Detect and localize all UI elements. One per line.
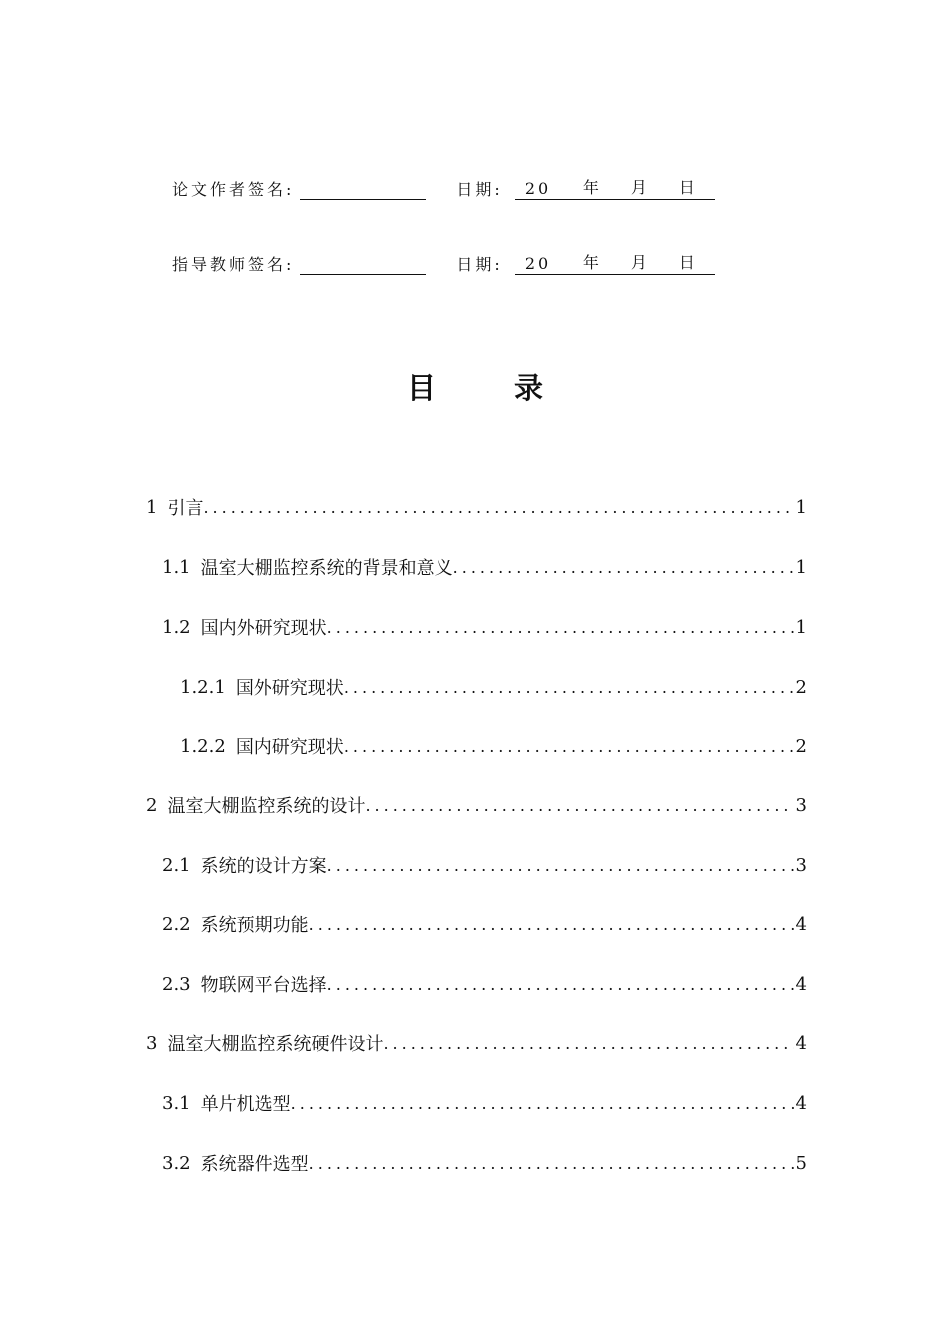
author-date-line bbox=[515, 178, 715, 200]
toc-entry-page: 1 bbox=[795, 496, 807, 518]
toc-entry[interactable] bbox=[146, 492, 807, 522]
toc-leader-dots bbox=[291, 1094, 794, 1113]
author-date-month-char: 月 bbox=[630, 178, 647, 197]
toc-entry[interactable] bbox=[162, 552, 807, 582]
author-signature-row bbox=[172, 176, 715, 200]
toc-entry[interactable] bbox=[162, 850, 807, 880]
toc-leader-dots bbox=[309, 1154, 794, 1173]
advisor-signature-line bbox=[300, 256, 426, 275]
toc-entry-page: 4 bbox=[795, 1092, 807, 1114]
toc-entry-title: 温室大棚监控系统的背景和意义 bbox=[200, 558, 453, 579]
toc-entry-page: 3 bbox=[795, 794, 807, 816]
toc-entry-number: 1.2 bbox=[162, 616, 191, 638]
toc-entry-title: 国内研究现状 bbox=[235, 737, 344, 758]
toc-entry-page: 2 bbox=[795, 735, 807, 757]
author-date-label: 日期: bbox=[456, 180, 503, 199]
author-date-year-char: 年 bbox=[582, 178, 599, 197]
toc-leader-dots bbox=[327, 618, 794, 637]
toc-entry-page: 4 bbox=[795, 973, 807, 995]
author-date-year: 20 bbox=[524, 179, 552, 198]
toc-entry-number: 2.1 bbox=[162, 854, 191, 876]
toc-entry-number: 3 bbox=[146, 1032, 158, 1054]
toc-entry-page: 1 bbox=[795, 556, 807, 578]
advisor-date-day-char: 日 bbox=[678, 253, 695, 272]
toc-entry-page: 3 bbox=[795, 854, 807, 876]
toc-leader-dots bbox=[344, 737, 794, 756]
toc-entry[interactable] bbox=[162, 1148, 807, 1178]
toc-entry-number: 1 bbox=[146, 496, 158, 518]
toc-leader-dots bbox=[327, 856, 794, 875]
toc-leader-dots bbox=[203, 498, 793, 517]
toc-entry-title: 引言 bbox=[167, 498, 204, 519]
toc-entry[interactable] bbox=[162, 969, 807, 999]
toc-entry-number: 3.1 bbox=[162, 1092, 191, 1114]
toc-title: 目 录 bbox=[406, 371, 578, 405]
toc-entry-page: 4 bbox=[795, 913, 807, 935]
toc-entry-title: 系统的设计方案 bbox=[200, 856, 327, 877]
toc-entry-number: 2 bbox=[146, 794, 158, 816]
toc-entry-number: 1.1 bbox=[162, 556, 191, 578]
advisor-date-year-char: 年 bbox=[582, 253, 599, 272]
author-date-day-char: 日 bbox=[678, 178, 695, 197]
author-signature-line bbox=[300, 181, 426, 200]
toc-entry-page: 5 bbox=[795, 1152, 807, 1174]
toc-entry-number: 1.2.2 bbox=[180, 735, 226, 757]
toc-leader-dots bbox=[327, 975, 794, 994]
toc-leader-dots bbox=[383, 1034, 793, 1053]
author-signature-label: 论文作者签名: bbox=[172, 180, 295, 199]
toc-entry-title: 国内外研究现状 bbox=[200, 618, 327, 639]
toc-entry-title: 系统器件选型 bbox=[200, 1154, 309, 1175]
advisor-date-line bbox=[515, 253, 715, 275]
advisor-date-month-char: 月 bbox=[630, 253, 647, 272]
toc-entry[interactable] bbox=[180, 672, 807, 702]
toc-entry[interactable] bbox=[162, 612, 807, 642]
toc-entry-number: 3.2 bbox=[162, 1152, 191, 1174]
toc-entry-number: 1.2.1 bbox=[180, 676, 226, 698]
toc-entry-number: 2.2 bbox=[162, 913, 191, 935]
toc-entry-page: 1 bbox=[795, 616, 807, 638]
advisor-date-year: 20 bbox=[524, 254, 552, 273]
toc-entry[interactable] bbox=[162, 909, 807, 939]
toc-entry[interactable] bbox=[146, 1028, 807, 1058]
toc-entry[interactable] bbox=[180, 731, 807, 761]
toc-leader-dots bbox=[453, 558, 794, 577]
toc-leader-dots bbox=[344, 678, 794, 697]
toc-entry-title: 物联网平台选择 bbox=[200, 975, 327, 996]
toc-entry[interactable] bbox=[146, 790, 807, 820]
advisor-signature-label: 指导教师签名: bbox=[172, 255, 295, 274]
toc-entry-title: 温室大棚监控系统硬件设计 bbox=[167, 1034, 384, 1055]
toc-entry[interactable] bbox=[162, 1088, 807, 1118]
advisor-signature-row bbox=[172, 251, 715, 275]
toc-entry-page: 2 bbox=[795, 676, 807, 698]
toc-entry-title: 温室大棚监控系统的设计 bbox=[167, 796, 366, 817]
toc-entry-title: 国外研究现状 bbox=[235, 678, 344, 699]
toc-entry-title: 单片机选型 bbox=[200, 1094, 291, 1115]
toc-leader-dots bbox=[309, 915, 794, 934]
toc-entry-page: 4 bbox=[795, 1032, 807, 1054]
toc-entry-number: 2.3 bbox=[162, 973, 191, 995]
toc-entry-title: 系统预期功能 bbox=[200, 915, 309, 936]
advisor-date-label: 日期: bbox=[456, 255, 503, 274]
toc-leader-dots bbox=[365, 796, 793, 815]
